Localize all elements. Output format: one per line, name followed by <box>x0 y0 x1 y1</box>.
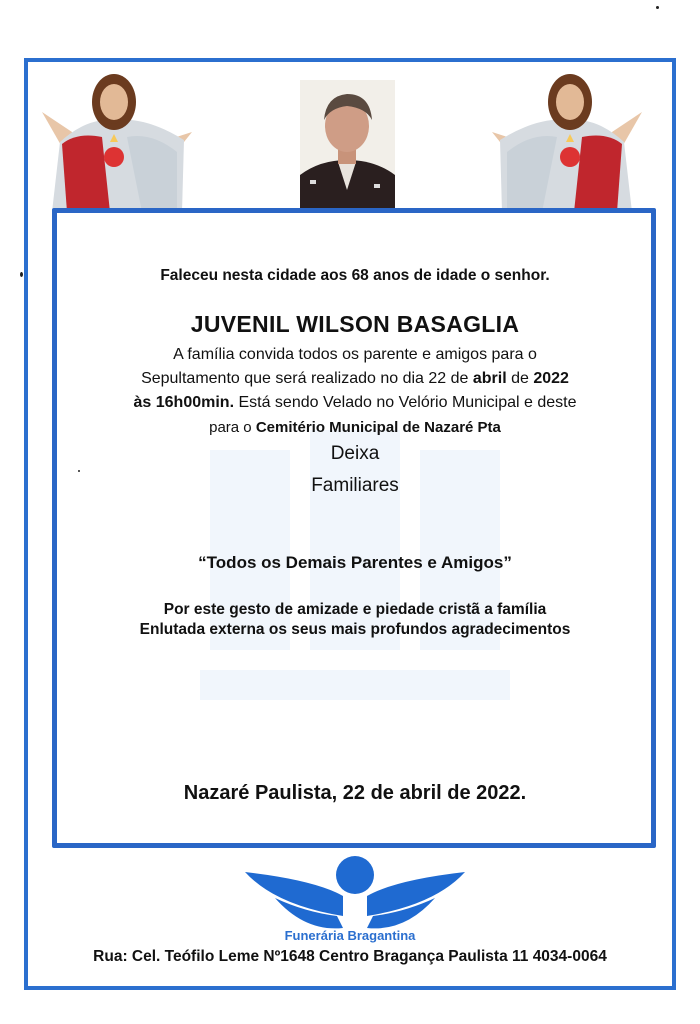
intro-line: Faleceu nesta cidade aos 68 anos de idade o senhor. <box>160 267 550 284</box>
company-address: Rua: Cel. Teófilo Leme Nº1648 Centro Bragança Paulista 11 4034-0064 <box>93 948 607 965</box>
familiares-label: Familiares <box>311 475 399 496</box>
thanks-line-1: Por este gesto de amizade e piedade cristã a família <box>163 601 547 618</box>
scan-speck <box>656 6 659 9</box>
relatives-quote: “Todos os Demais Parentes e Amigos” <box>198 553 512 572</box>
scan-speck <box>78 470 80 472</box>
deceased-name: JUVENIL WILSON BASAGLIA <box>190 311 520 337</box>
invitation-line-3: às 16h00min. Está sendo Velado no Velório Municipal e deste <box>133 394 577 411</box>
thanks-line-2: Enlutada externa os seus mais profundos agradecimentos <box>139 621 571 638</box>
deixa-label: Deixa <box>330 443 380 464</box>
invitation-line-2: Sepultamento que será realizado no dia 22 de abril de 2022 <box>141 370 569 387</box>
funeraria-logo-icon <box>235 850 475 936</box>
invitation-line-1: A família convida todos os parente e amigos para o <box>173 346 537 363</box>
invitation-line-4: para o Cemitério Municipal de Nazaré Pta <box>209 419 501 436</box>
scan-speck <box>20 272 23 277</box>
company-name: Funerária Bragantina <box>284 928 416 943</box>
place-date: Nazaré Paulista, 22 de abril de 2022. <box>183 782 527 804</box>
